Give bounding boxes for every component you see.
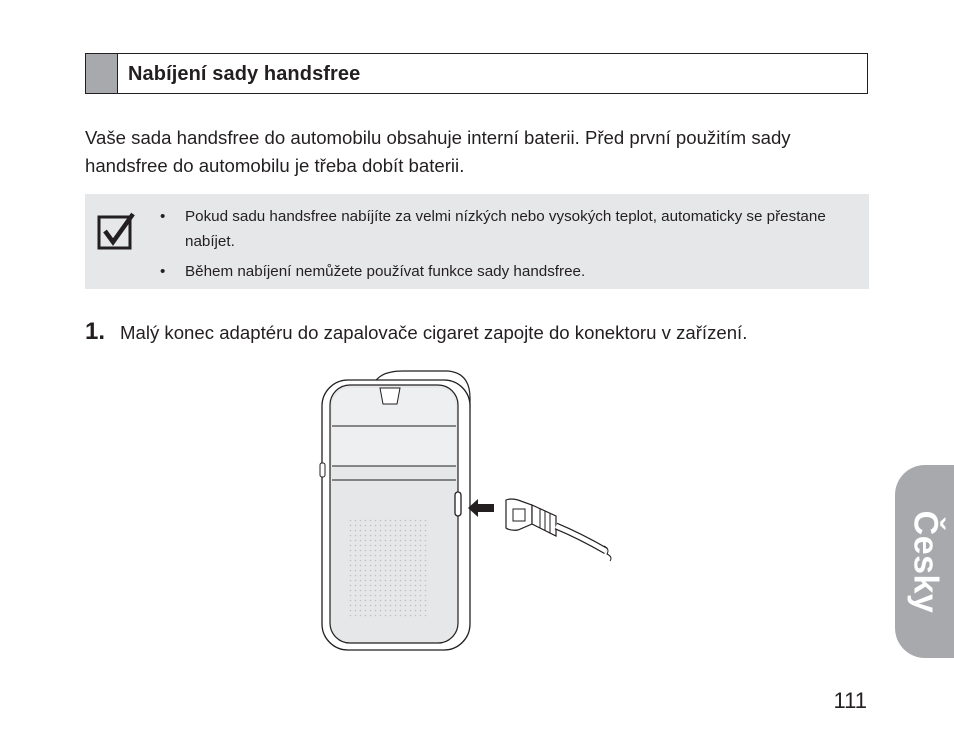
note-item — [160, 259, 850, 284]
note-list — [160, 204, 850, 289]
bullet: • — [160, 208, 166, 225]
section-header — [85, 53, 868, 94]
note-item — [160, 204, 850, 254]
step-1 — [85, 318, 875, 346]
step-text: Malý konec adaptéru do zapalovače cigaret zapojte do konektoru v zařízení. — [120, 322, 748, 343]
note-box — [85, 194, 869, 289]
note-item-text: Během nabíjení nemůžete používat funkce sady handsfree. — [185, 263, 586, 280]
section-header-tab — [86, 54, 118, 93]
checkbox-check-icon — [97, 212, 135, 250]
step-number: 1. — [85, 318, 106, 345]
section-title: Nabíjení sady handsfree — [128, 63, 361, 85]
handsfree-charging-illustration — [318, 368, 638, 658]
page-number: 111 — [833, 688, 867, 713]
note-item-text: Pokud sadu handsfree nabíjíte za velmi nízkých nebo vysokých teplot, automaticky se přestane nabíjet. — [185, 208, 826, 250]
language-tab — [895, 465, 954, 658]
language-tab-label: Česky — [906, 510, 944, 613]
bullet: • — [160, 263, 166, 280]
intro-paragraph: Vaše sada handsfree do automobilu obsahuje interní baterii. Před první použitím sady handsfree do automobilu je třeba dobít baterii. — [85, 127, 791, 176]
